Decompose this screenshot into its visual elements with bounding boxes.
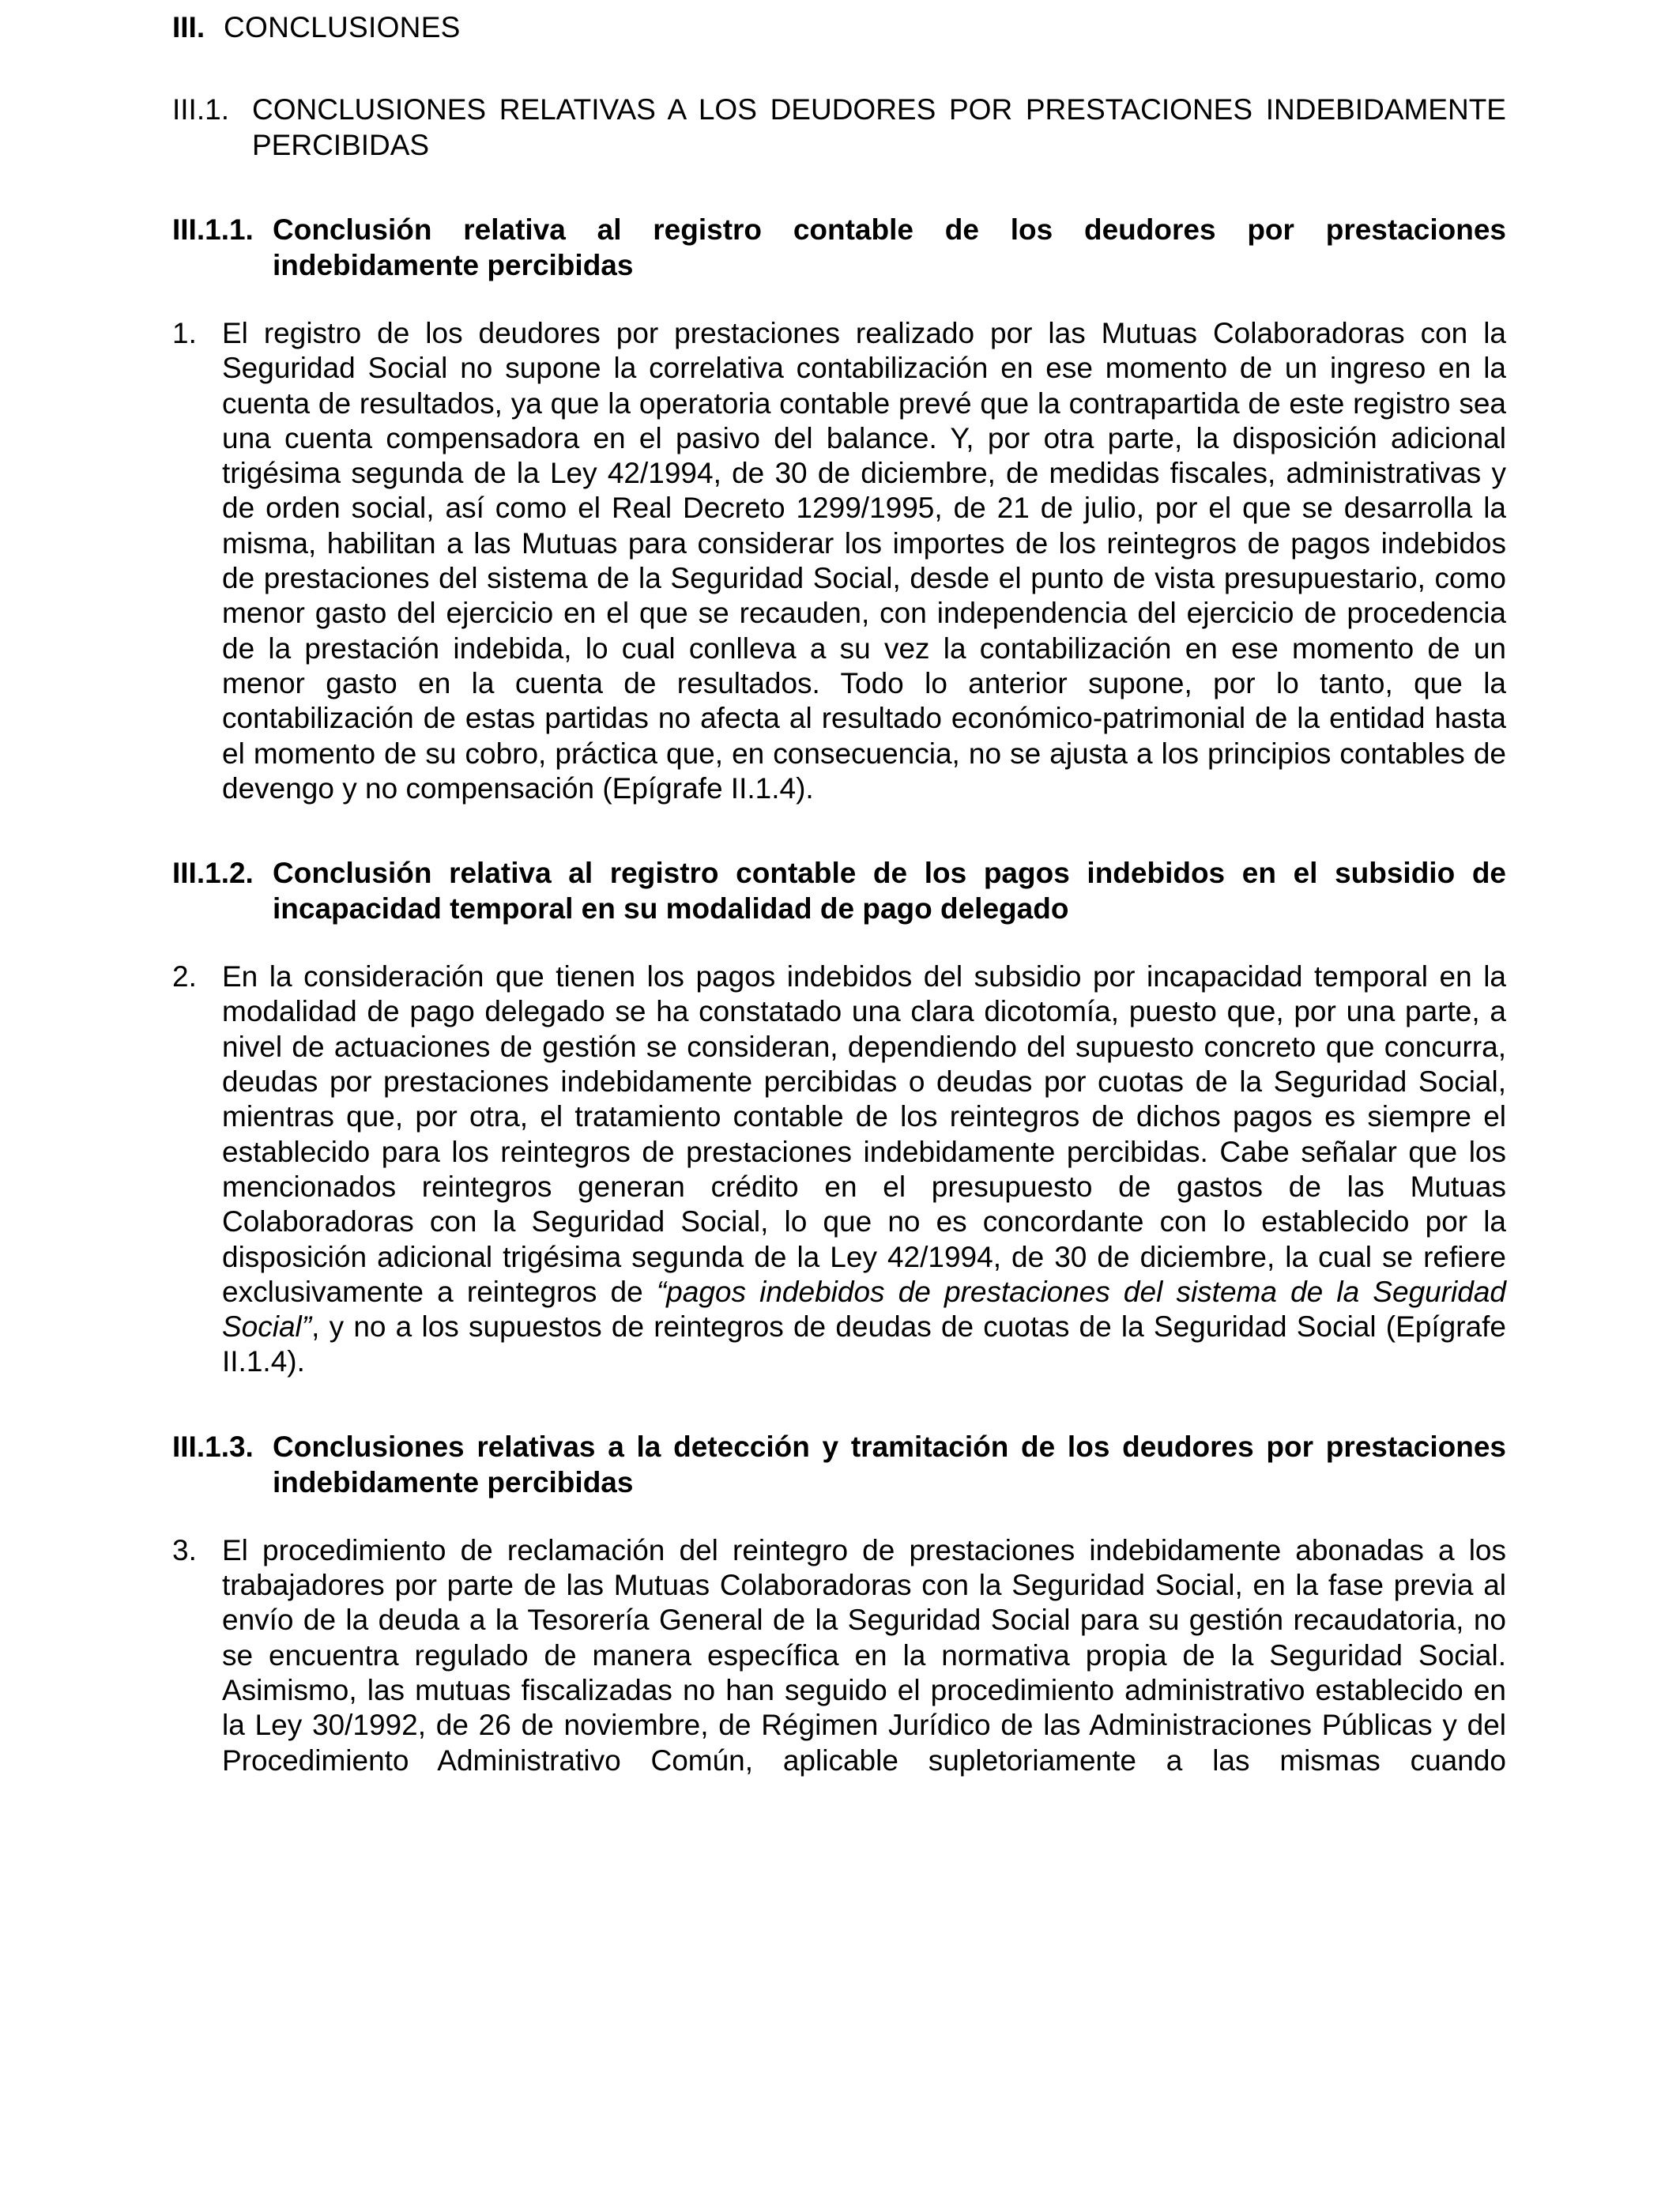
heading-title: Conclusión relativa al registro contable de los deudores por prestaciones indebidamente percibidas: [273, 213, 1506, 281]
heading-1-1-3: [172, 1429, 1506, 1500]
item-number: 3.: [172, 1533, 197, 1566]
section-number: III.: [172, 11, 205, 43]
item-text-before: En la consideración que tienen los pagos indebidos del subsidio por incapacidad temporal en la modalidad de pago delegado se ha constatado una clara dicotomía, puesto que, por una parte, a nivel de actuaciones de gestión se consideran, dependiendo del supuesto concreto que concurra, deudas por prestaciones indebidamente percibidas o deudas por cuotas de la Seguridad Social, mientras que, por otra, el tratamiento contable de los reintegros de dichos pagos es siempre el establecido para los reintegros de prestaciones indebidamente percibidas. Cabe señalar que los mencionados reintegros generan crédito en el presupuesto de gastos de las Mutuas Colaboradoras con la Seguridad Social, lo que no es concordante con lo establecido por la disposición adicional trigésima segunda de la Ley 42/1994, de 30 de diciembre, la cual se refiere exclusivamente a reintegros de: [222, 960, 1506, 1308]
subsection-title: CONCLUSIONES RELATIVAS A LOS DEUDORES POR PRESTACIONES INDEBIDAMENTE PERCIBIDAS: [252, 93, 1506, 161]
item-text-after: , y no a los supuestos de reintegros de deudas de cuotas de la Seguridad Social (Epígrafe II.1.4).: [222, 1310, 1506, 1378]
section-title: CONCLUSIONES: [224, 11, 461, 43]
heading-number: III.1.1.: [172, 213, 254, 246]
item-text-quote: “pagos indebidos de prestaciones del sistema de la Seguridad Social”: [222, 1275, 1506, 1344]
subsection-number: III.1.: [172, 93, 229, 126]
item-text: El procedimiento de reclamación del reintegro de prestaciones indebidamente abonadas a los trabajadores por parte de las Mutuas Colaboradoras con la Seguridad Social, en la fase previa al envío de la deuda a la Tesorería General de la Seguridad Social para su gestión recaudatoria, no se encuentra regulado de manera específica en la normativa propia de la Seguridad Social. Asimismo, las mutuas fiscalizadas no han seguido el procedimiento administrativo establecido en la Ley 30/1992, de 26 de noviembre, de Régimen Jurídico de las Administraciones Públicas y del Procedimiento Administrativo Común, aplicable supletoriamente a las mismas cuando: [222, 1533, 1506, 1777]
heading-number: III.1.3.: [172, 1430, 254, 1463]
section-heading: [172, 9, 1506, 46]
item-text: El registro de los deudores por prestaciones realizado por las Mutuas Colaboradoras con la Seguridad Social no supone la correlativa contabilización en ese momento de un ingreso en la cuenta de resultados, ya que la operatoria contable prevé que la contrapartida de este registro sea una cuenta compensadora en el pasivo del balance. Y, por otra parte, la disposición adicional trigésima segunda de la Ley 42/1994, de 30 de diciembre, de medidas fiscales, administrativas y de orden social, así como el Real Decreto 1299/1995, de 21 de julio, por el que se desarrolla la misma, habilitan a las Mutuas para considerar los importes de los reintegros de pagos indebidos de prestaciones del sistema de la Seguridad Social, desde el punto de vista presupuestario, como menor gasto del ejercicio en el que se recauden, con independencia del ejercicio de procedencia de la prestación indebida, lo cual conlleva a su vez la contabilización en ese momento de un menor gasto en la cuenta de resultados. Todo lo anterior supone, por lo tanto, que la contabilización de estas partidas no afecta al resultado económico-patrimonial de la entidad hasta el momento de su cobro, práctica que, en consecuencia, no se ajusta a los principios contables de devengo y no compensación (Epígrafe II.1.4).: [222, 317, 1506, 805]
conclusion-item-2: [172, 959, 1506, 1380]
heading-1-1-1: [172, 212, 1506, 283]
conclusion-item-1: [172, 316, 1506, 806]
item-number: 2.: [172, 960, 197, 993]
document-page: [172, 9, 1506, 1778]
subsection-heading: [172, 92, 1506, 163]
heading-1-1-2: [172, 855, 1506, 926]
conclusion-item-3: [172, 1533, 1506, 1778]
item-text: [222, 959, 1506, 1380]
item-number: 1.: [172, 317, 197, 349]
heading-title: Conclusiones relativas a la detección y tramitación de los deudores por prestaciones indebidamente percibidas: [273, 1430, 1506, 1498]
heading-number: III.1.2.: [172, 857, 254, 890]
heading-title: Conclusión relativa al registro contable de los pagos indebidos en el subsidio de incapacidad temporal en su modalidad de pago delegado: [273, 857, 1506, 925]
